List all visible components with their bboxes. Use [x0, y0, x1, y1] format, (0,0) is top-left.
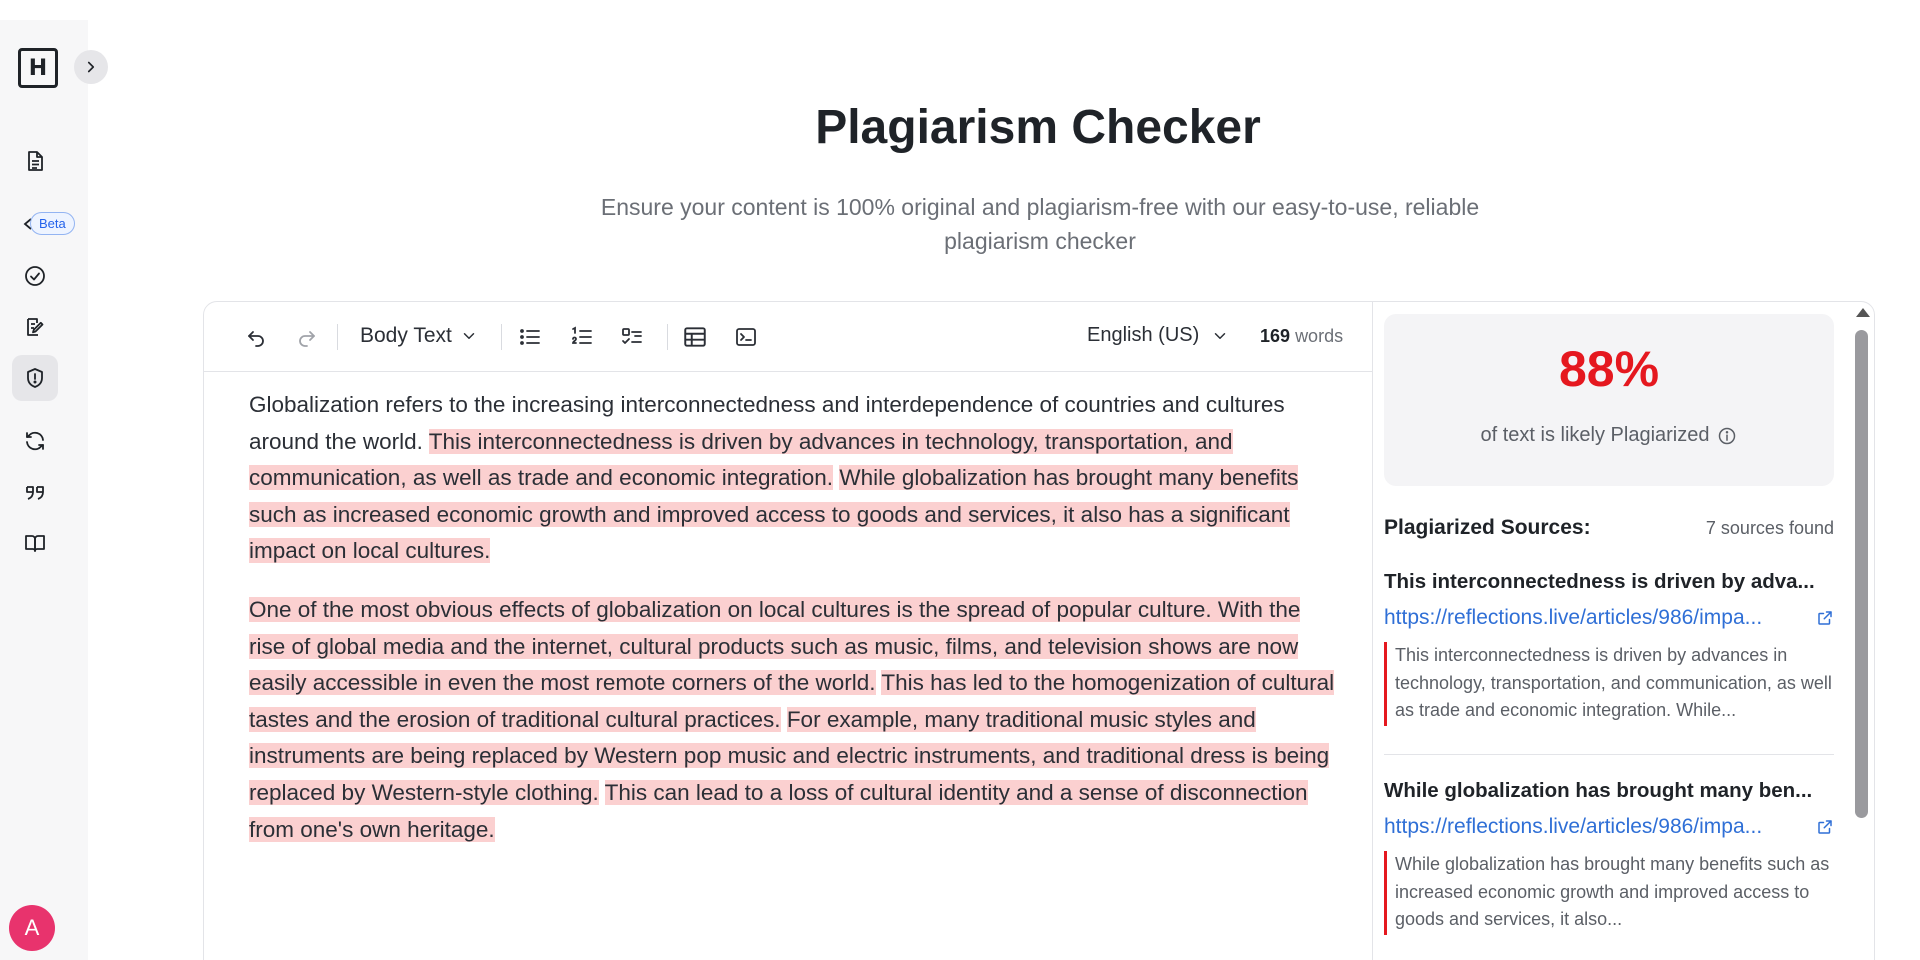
- word-count-label: words: [1295, 326, 1344, 346]
- language-value: English (US): [1087, 324, 1200, 346]
- table-icon: [682, 324, 708, 350]
- editor-text: [781, 707, 787, 732]
- flagged-sentence[interactable]: This interconnectedness is driven by advances in technology, transportation, and communication, as well as trade and economic integration.: [249, 428, 1233, 491]
- chevron-down-icon: [1211, 327, 1229, 345]
- bullet-list-icon: [518, 325, 542, 349]
- source-title: While globalization has brought many ben...: [1384, 779, 1813, 802]
- undo-icon: [244, 325, 268, 349]
- sidebar-item-editor[interactable]: [12, 304, 58, 350]
- numbered-list-icon: [570, 325, 594, 349]
- book-icon: [23, 531, 47, 555]
- source-item[interactable]: [1384, 570, 1834, 726]
- scroll-thumb[interactable]: [1855, 330, 1868, 818]
- info-icon[interactable]: [1717, 426, 1737, 446]
- word-count: [1260, 326, 1343, 347]
- toolbar-divider: [667, 324, 668, 350]
- source-link-row: [1384, 815, 1834, 839]
- flagged-sentence[interactable]: This has led to the homogenization of cultural tastes and the erosion of traditional cultural practices.: [249, 670, 1335, 732]
- word-count-value: 169: [1260, 326, 1291, 346]
- flagged-sentence[interactable]: This can lead to a loss of cultural identity and a sense of disconnection from one's own heritage.: [249, 779, 1308, 842]
- beta-badge: Beta: [30, 212, 75, 235]
- sidebar-item-citations[interactable]: [12, 470, 58, 516]
- language-dropdown[interactable]: [1087, 324, 1229, 347]
- sources-title: Plagiarized Sources:: [1384, 516, 1591, 539]
- checker-card: [203, 301, 1875, 960]
- flagged-sentence[interactable]: One of the most obvious effects of globalization on local cultures is the spread of popular culture. With the rise of global media and the internet, cultural products such as music, films, and television shows are now easily accessible in even the most remote corners of the world.: [249, 596, 1301, 696]
- results-panel: [1372, 302, 1875, 960]
- flagged-sentence[interactable]: For example, many traditional music styles and instruments are being replaced by Western pop music and electric instruments, and traditional dress is being replaced by Western-style clothing.: [249, 706, 1330, 805]
- flagged-sentence[interactable]: While globalization has brought many benefits such as increased economic growth and improved access to goods and services, it also has a significant impact on local cultures.: [249, 465, 1299, 564]
- source-excerpt: This interconnectedness is driven by advances in technology, transportation, and communication, as well as trade and economic integration. While...: [1384, 642, 1834, 726]
- user-avatar[interactable]: [9, 905, 55, 951]
- bullet-list-button[interactable]: [516, 323, 544, 351]
- source-url-link[interactable]: https://reflections.live/articles/986/impa...: [1384, 606, 1763, 629]
- terminal-icon: [734, 325, 758, 349]
- score-card: [1384, 314, 1834, 486]
- checklist-button[interactable]: [618, 323, 646, 351]
- page-subtitle: Ensure your content is 100% original and plagiarism-free with our easy-to-use, reliable plagiarism checker: [600, 194, 1480, 254]
- chevron-down-icon: [460, 327, 478, 345]
- plagiarism-score: 88%: [1558, 341, 1660, 397]
- external-link-icon[interactable]: [1816, 818, 1834, 836]
- toolbar-divider: [337, 324, 338, 350]
- sidebar-item-plagiarism[interactable]: [12, 355, 58, 401]
- source-excerpt: While globalization has brought many benefits such as increased economic growth and improved access to goods and services, it also...: [1384, 851, 1834, 935]
- source-item[interactable]: [1384, 779, 1834, 935]
- scroll-up-arrow[interactable]: [1856, 308, 1870, 317]
- editor-text: Globalization refers to the increasing interconnectedness and interdependence of countries and cultures around the world.: [249, 392, 1285, 454]
- redo-icon: [295, 325, 319, 349]
- undo-button[interactable]: [242, 323, 270, 351]
- redo-button[interactable]: [293, 323, 321, 351]
- score-caption: [1384, 424, 1834, 447]
- editor-paragraph: [249, 592, 1339, 848]
- editor-paragraph: [249, 387, 1339, 570]
- page-title: Plagiarism Checker: [815, 101, 1261, 154]
- text-editor[interactable]: [249, 387, 1339, 870]
- results-scrollbar[interactable]: [1853, 308, 1871, 960]
- code-block-button[interactable]: [732, 323, 760, 351]
- sidebar-item-paraphraser[interactable]: [12, 418, 58, 464]
- editor-text: [599, 780, 605, 805]
- chevron-right-icon: [82, 58, 100, 76]
- sidebar: [0, 20, 88, 960]
- table-button[interactable]: [681, 323, 709, 351]
- document-icon: [23, 149, 47, 173]
- sidebar-item-grammar[interactable]: [12, 253, 58, 299]
- avatar-initial: A: [24, 915, 40, 940]
- app-logo[interactable]: [18, 48, 58, 88]
- logo-letter: H: [28, 55, 48, 81]
- sidebar-expand-button[interactable]: [74, 50, 108, 84]
- source-link-row: [1384, 606, 1834, 630]
- quote-icon: [23, 481, 47, 505]
- check-circle-icon: [23, 264, 47, 288]
- score-caption-text: of text is likely Plagiarized: [1480, 424, 1710, 446]
- source-divider: [1384, 754, 1834, 755]
- sources-count: 7 sources found: [1705, 518, 1834, 538]
- shield-icon: [23, 366, 47, 390]
- source-title: This interconnectedness is driven by adva...: [1384, 570, 1815, 593]
- source-url-link[interactable]: https://reflections.live/articles/986/impa...: [1384, 815, 1763, 838]
- sidebar-item-library[interactable]: [12, 520, 58, 566]
- text-style-value: Body Text: [360, 324, 452, 347]
- page-header: [88, 100, 1920, 155]
- sources-header: [1384, 516, 1834, 540]
- sidebar-item-documents[interactable]: [12, 138, 58, 184]
- text-style-dropdown[interactable]: [360, 324, 478, 348]
- external-link-icon[interactable]: [1816, 609, 1834, 627]
- toolbar-divider: [501, 324, 502, 350]
- checklist-icon: [620, 325, 644, 349]
- editor-toolbar: [204, 302, 1372, 372]
- edit-note-icon: [23, 315, 47, 339]
- refresh-icon: [23, 429, 47, 453]
- numbered-list-button[interactable]: [568, 323, 596, 351]
